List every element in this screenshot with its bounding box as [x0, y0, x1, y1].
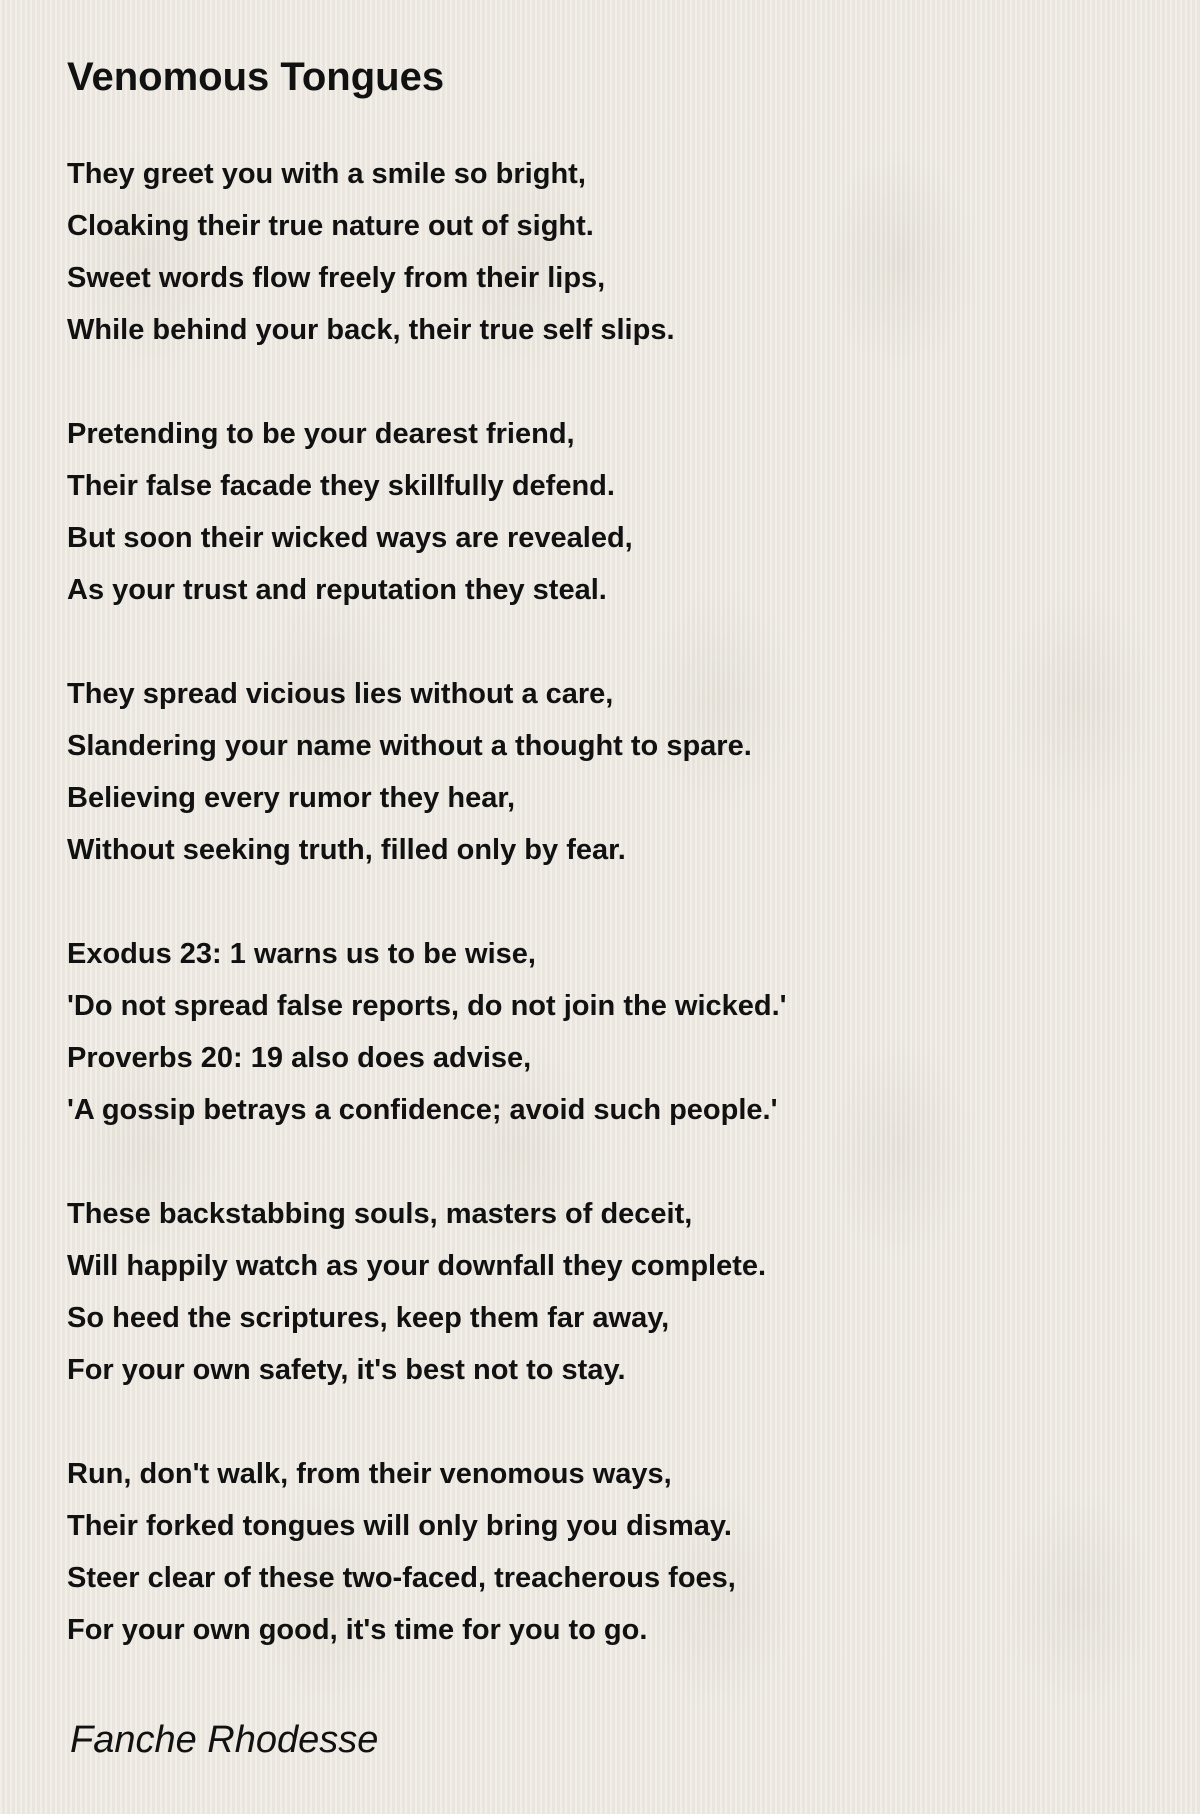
stanza-6 — [67, 1448, 1147, 1656]
poem-line: 'A gossip betrays a confidence; avoid such people.' — [67, 1094, 778, 1126]
poem-body — [67, 148, 1147, 1708]
poem-line: 'Do not spread false reports, do not join the wicked.' — [67, 990, 787, 1022]
poem-line: Will happily watch as your downfall they complete. — [67, 1250, 767, 1282]
poem-line: They spread vicious lies without a care, — [67, 678, 614, 710]
poem-line: Pretending to be your dearest friend, — [67, 418, 575, 450]
poem-line: They greet you with a smile so bright, — [67, 158, 586, 190]
poem-line: For your own safety, it's best not to stay. — [67, 1354, 626, 1386]
poem-line: Run, don't walk, from their venomous ways, — [67, 1458, 672, 1490]
stanza-3 — [67, 668, 1147, 876]
stanza-5 — [67, 1188, 1147, 1396]
poem-line: Without seeking truth, filled only by fear. — [67, 834, 626, 866]
poem-author: Fanche Rhodesse — [70, 1719, 379, 1761]
poem-line: For your own good, it's time for you to go. — [67, 1614, 648, 1646]
poem-line: These backstabbing souls, masters of deceit, — [67, 1198, 693, 1230]
poem-line: While behind your back, their true self slips. — [67, 314, 675, 346]
poem-line: Cloaking their true nature out of sight. — [67, 210, 594, 242]
poem-title: Venomous Tongues — [67, 55, 445, 99]
poem-line: Proverbs 20: 19 also does advise, — [67, 1042, 532, 1074]
stanza-1 — [67, 148, 1147, 356]
poem-line: Steer clear of these two-faced, treacherous foes, — [67, 1562, 736, 1594]
poem-line: Sweet words flow freely from their lips, — [67, 262, 606, 294]
poem-line: As your trust and reputation they steal. — [67, 574, 607, 606]
poem-line: But soon their wicked ways are revealed, — [67, 522, 633, 554]
poem-line: Believing every rumor they hear, — [67, 782, 516, 814]
stanza-2 — [67, 408, 1147, 616]
stanza-4 — [67, 928, 1147, 1136]
poem-line: Their forked tongues will only bring you dismay. — [67, 1510, 732, 1542]
poem-line: So heed the scriptures, keep them far away, — [67, 1302, 670, 1334]
poem-line: Their false facade they skillfully defend. — [67, 470, 615, 502]
poem-line: Slandering your name without a thought to spare. — [67, 730, 752, 762]
poem-line: Exodus 23: 1 warns us to be wise, — [67, 938, 536, 970]
